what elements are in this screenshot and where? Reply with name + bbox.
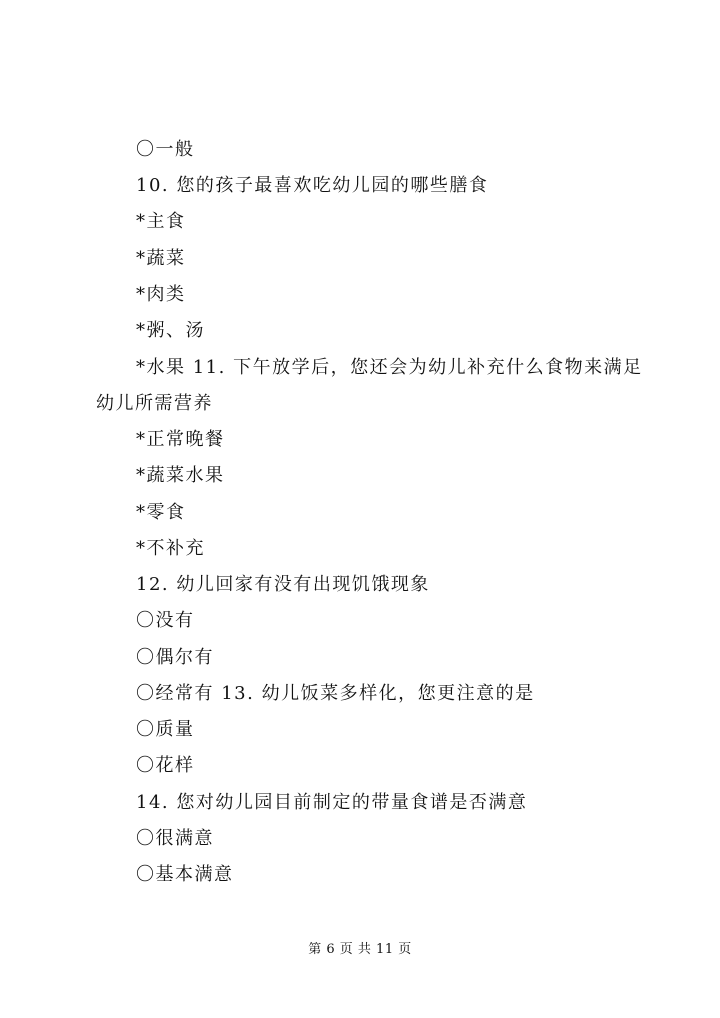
option-line: 〇一般	[136, 139, 195, 160]
option-line: *粥、汤	[136, 320, 205, 341]
question-line: 12. 幼儿回家有没有出现饥饿现象	[136, 574, 430, 595]
option-line: 〇花样	[136, 755, 195, 776]
option-line: 〇很满意	[136, 828, 214, 849]
option-question-line: *水果 11. 下午放学后，您还会为幼儿补充什么食物来满足	[136, 357, 643, 378]
option-line: *蔬菜	[136, 248, 186, 269]
option-line: *正常晚餐	[136, 429, 225, 450]
question-continuation-line: 幼儿所需营养	[96, 393, 213, 414]
option-line: *主食	[136, 211, 186, 232]
option-line: 〇偶尔有	[136, 647, 214, 668]
option-question-line: 〇经常有 13. 幼儿饭菜多样化，您更注意的是	[136, 683, 535, 704]
page-footer: 第 6 页 共 11 页	[308, 942, 412, 957]
option-line: *肉类	[136, 284, 186, 305]
option-line: 〇没有	[136, 610, 195, 631]
option-line: *蔬菜水果	[136, 465, 225, 486]
option-line: *不补充	[136, 538, 205, 559]
question-line: 10. 您的孩子最喜欢吃幼儿园的哪些膳食	[136, 175, 489, 196]
option-line: 〇基本满意	[136, 864, 234, 885]
option-line: *零食	[136, 502, 186, 523]
option-line: 〇质量	[136, 719, 195, 740]
question-line: 14. 您对幼儿园目前制定的带量食谱是否满意	[136, 792, 528, 813]
